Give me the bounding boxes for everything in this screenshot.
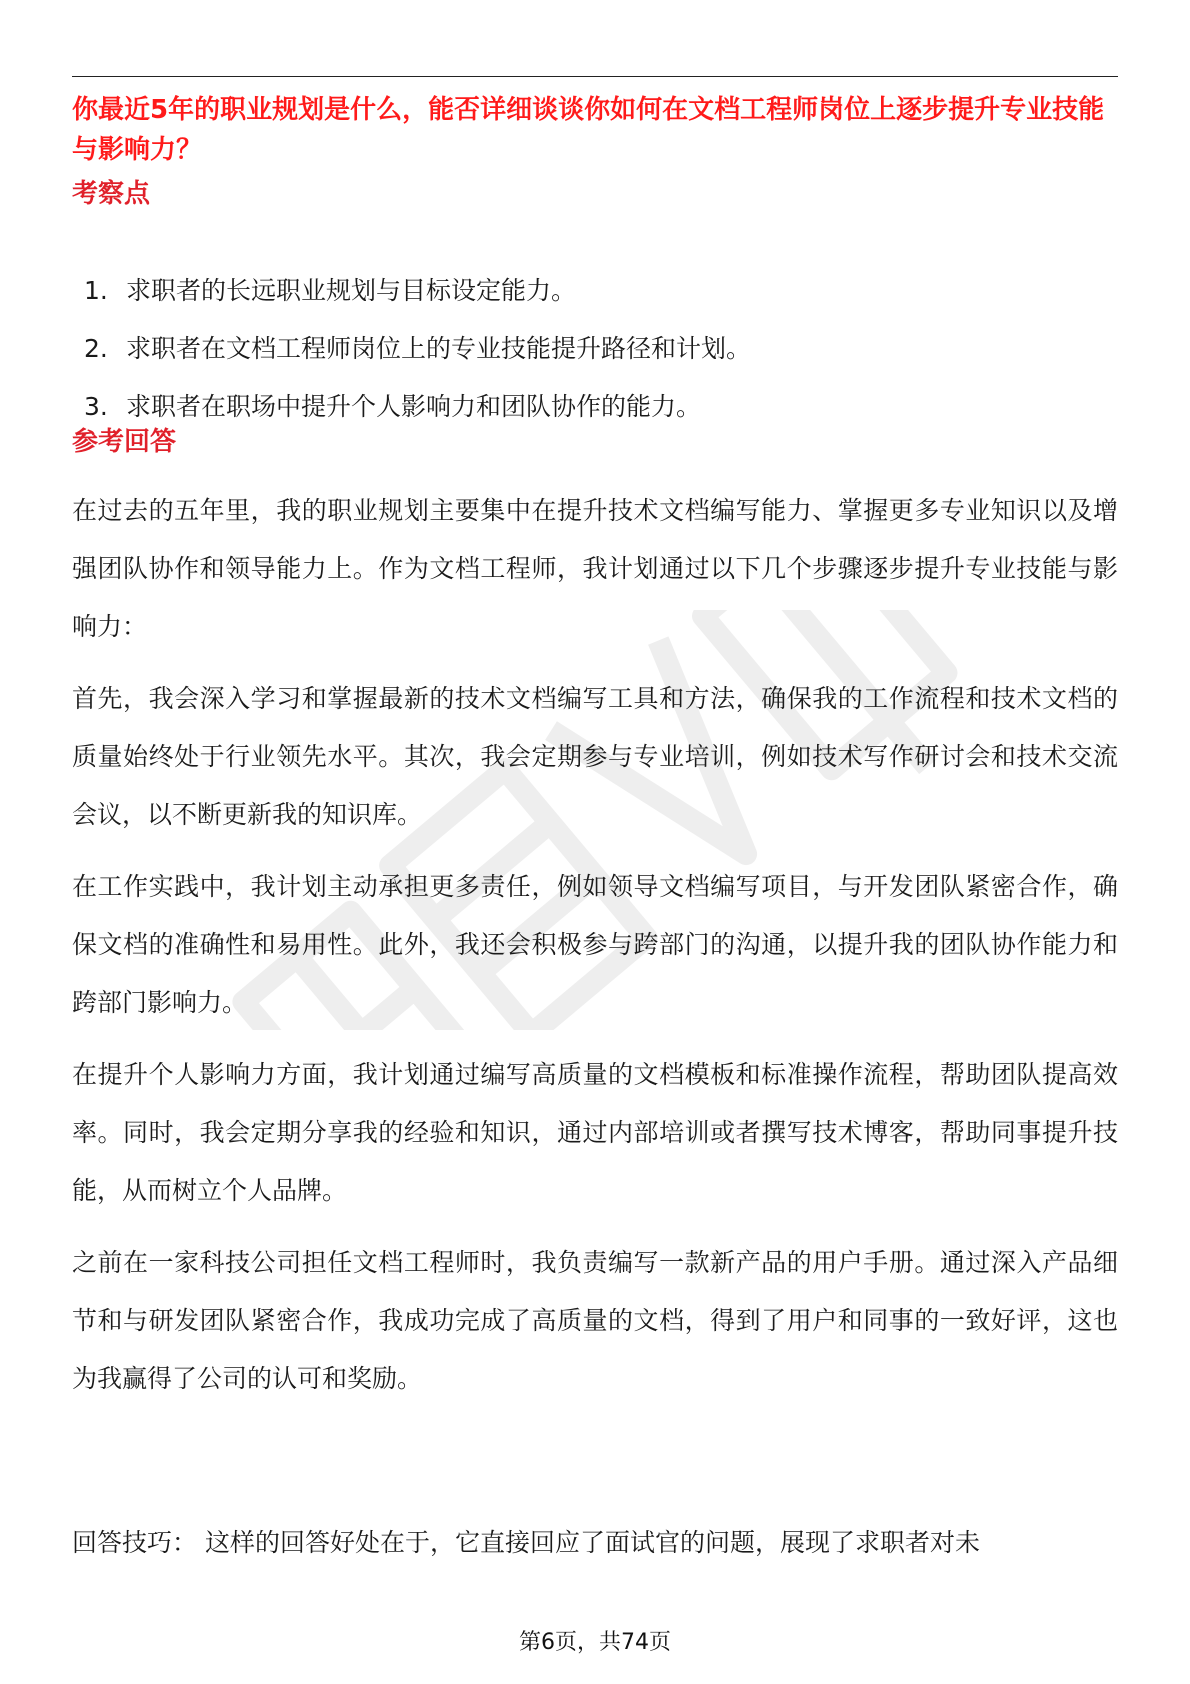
- answer-paragraph-first: 首先，我会深入学习和掌握最新的技术文档编写工具和方法，确保我的工作流程和技术文档的质量始终处于行业领先水平。其次，我会定期参与专业培训，例如技术写作研讨会和技术交流会议，以不断更新我的知识库。: [72, 684, 1118, 829]
- answer-paragraph-influence: 在提升个人影响力方面，我计划通过编写高质量的文档模板和标准操作流程，帮助团队提高效率。同时，我会定期分享我的经验和知识，通过内部培训或者撰写技术博客，帮助同事提升技能，从而树立个人品牌。: [72, 1060, 1118, 1205]
- answer-paragraph-intro: 在过去的五年里，我的职业规划主要集中在提升技术文档编写能力、掌握更多专业知识以及增强团队协作和领导能力上。作为文档工程师，我计划通过以下几个步骤逐步提升专业技能与影响力：: [72, 496, 1118, 641]
- list-text: 求职者在文档工程师岗位上的专业技能提升路径和计划。: [126, 334, 752, 363]
- list-item: [84, 378, 1084, 436]
- reference-answer-heading: 参考回答: [72, 427, 177, 457]
- question-title: 你最近5年的职业规划是什么，能否详细谈谈你如何在文档工程师岗位上逐步提升专业技能与影响力？: [72, 95, 1105, 165]
- list-item: [84, 320, 1084, 378]
- list-text: 求职者在职场中提升个人影响力和团队协作的能力。: [126, 392, 702, 421]
- top-divider: [72, 76, 1118, 77]
- assessment-points-list: [84, 262, 1084, 436]
- list-number: 2.: [84, 334, 108, 363]
- answer-paragraph-experience: 之前在一家科技公司担任文档工程师时，我负责编写一款新产品的用户手册。通过深入产品细节和与研发团队紧密合作，我成功完成了高质量的文档，得到了用户和同事的一致好评，这也为我赢得了公司的认可和奖励。: [72, 1248, 1118, 1393]
- page-number: 第6页，共74页: [519, 1630, 671, 1655]
- assessment-heading: 考察点: [72, 179, 151, 209]
- list-text: 求职者的长远职业规划与目标设定能力。: [126, 276, 577, 305]
- answer-paragraph-practice: 在工作实践中，我计划主动承担更多责任，例如领导文档编写项目，与开发团队紧密合作，确保文档的准确性和易用性。此外，我还会积极参与跨部门的沟通，以提升我的团队协作能力和跨部门影响力。: [72, 872, 1118, 1017]
- list-number: 3.: [84, 392, 108, 421]
- list-number: 1.: [84, 276, 108, 305]
- answer-tip: 回答技巧： 这样的回答好处在于，它直接回应了面试官的问题，展现了求职者对未: [72, 1528, 980, 1557]
- list-item: [84, 262, 1084, 320]
